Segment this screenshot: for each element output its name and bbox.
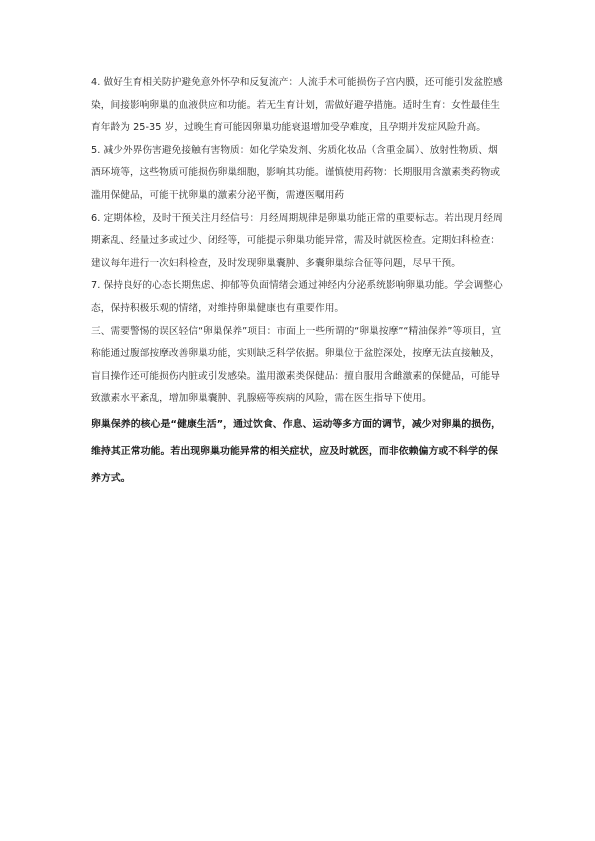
paragraph-conclusion: 卵巢保养的核心是“健康生活”，通过饮食、作息、运动等多方面的调节，减少对卵巢的损伤，维持其正常功能。若出现卵巢功能异常的相关症状，应及时就医，而非依赖偏方或不科学的保养方式。 [91,418,502,484]
paragraph-item-7: 7. 保持良好的心态长期焦虑、抑郁等负面情绪会通过神经内分泌系统影响卵巢功能。学会调整心态，保持积极乐观的情绪，对维持卵巢健康也有重要作用。 [91,280,503,314]
paragraph-item-4: 4. 做好生育相关防护避免意外怀孕和反复流产：人流手术可能损伤子宫内膜，还可能引发盆腔感染，间接影响卵巢的血液供应和功能。若无生育计划，需做好避孕措施。适时生育：女性最佳生育年龄为 25-35 岁，过晚生育可能因卵巢功能衰退增加受孕难度，且孕期并发症风险升高。 [91,77,503,134]
document-body [91,72,505,492]
paragraph-item-5: 5. 减少外界伤害避免接触有害物质：如化学染发剂、劣质化妆品（含重金属）、放射性物质、烟酒环境等，这些物质可能损伤卵巢细胞，影响其功能。谨慎使用药物：长期服用含激素类药物或滥用保健品，可能干扰卵巢的激素分泌平衡，需遵医嘱用药 [91,144,500,201]
paragraph-misconceptions: 三、需要警惕的误区轻信“卵巢保养”项目：市面上一些所谓的“卵巢按摩”“精油保养”等项目，宣称能通过腹部按摩改善卵巢功能，实则缺乏科学依据。卵巢位于盆腔深处，按摩无法直接触及，盲目操作还可能损伤内脏或引发感染。滥用激素类保健品：擅自服用含雌激素的保健品，可能导致激素水平紊乱，增加卵巢囊肿、乳腺癌等疾病的风险，需在医生指导下使用。 [91,325,502,405]
paragraph-item-6: 6. 定期体检，及时干预关注月经信号：月经周期规律是卵巢功能正常的重要标志。若出现月经周期紊乱、经量过多或过少、闭经等，可能提示卵巢功能异常，需及时就医检查。定期妇科检查：建议每年进行一次妇科检查，及时发现卵巢囊肿、多囊卵巢综合征等问题，尽早干预。 [91,212,503,269]
